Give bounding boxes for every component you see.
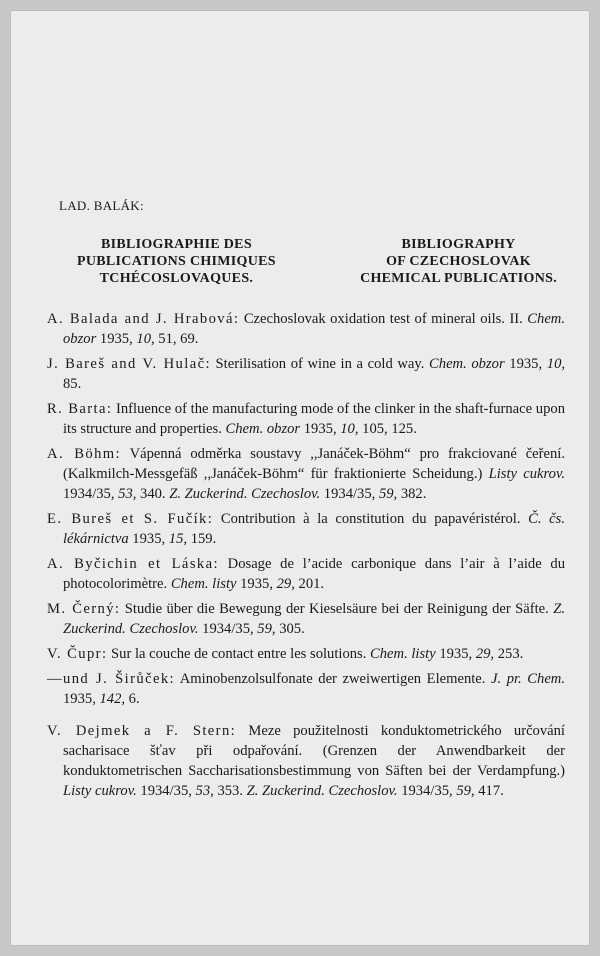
document-page [10, 10, 590, 946]
entry-authors: J. Bareš and V. Hulač: [47, 356, 211, 372]
entry-pages: 105, 125. [358, 421, 417, 437]
entry-volume: 10, [340, 421, 359, 437]
entry-source-secondary: Z. Zuckerind. Czechoslov. [169, 486, 321, 502]
entry-authors: V. Dejmek a F. Stern: [47, 723, 237, 739]
title-english-line: BIBLIOGRAPHY [401, 237, 516, 252]
entry-pages: 201. [294, 576, 325, 592]
bibliography-entry [47, 509, 565, 549]
entry-authors: E. Bureš et S. Fučík: [47, 511, 214, 527]
bibliography-entry [47, 599, 565, 639]
entry-authors: A. Balada and J. Hrabová: [47, 311, 240, 327]
entry-title: Influence of the manufacturing mode of the clinker in the shaft-furnace upon its structure and properties. [63, 401, 565, 437]
title-english-line: CHEMICAL PUBLICATIONS. [360, 271, 557, 286]
entry-source: Chem. obzor [429, 356, 505, 372]
entry-authors: A. Byčichin et Láska: [47, 556, 219, 572]
bilingual-titles [77, 236, 557, 287]
entry-title: Czechoslovak oxidation test of mineral oils. II. [239, 311, 528, 327]
entry-title: Studie über die Bewegung der Kieselsäure bei der Reinigung der Säfte. [120, 601, 554, 617]
entry-year: 1935, [300, 421, 341, 437]
entry-source: Listy cukrov. [63, 783, 137, 799]
entry-pages: 6. [125, 691, 140, 707]
entry-source-secondary: Z. Zuckerind. Czechoslov. [246, 783, 398, 799]
entry-year: 1935, [63, 691, 100, 707]
entry-pages: 305. [275, 621, 305, 637]
entry-pages: 353. [213, 783, 247, 799]
entry-pages: 253. [494, 646, 524, 662]
entry-authors: M. Černý: [47, 601, 121, 617]
entry-source: Z. Zuckerind. Czechoslov. [63, 601, 565, 637]
title-english [360, 236, 557, 287]
entry-pages: 51, 69. [154, 331, 199, 347]
entry-year: 1935, [236, 576, 277, 592]
entry-source: Č. čs. lékárnictva [63, 511, 565, 547]
entry-volume: 10, [136, 331, 155, 347]
bibliography-entry [47, 354, 565, 394]
entry-volume: 53, [195, 783, 214, 799]
entry-source: Listy cukrov. [488, 466, 565, 482]
entry-year-secondary: 1934/35, [397, 783, 457, 799]
entry-authors: A. Böhm: [47, 446, 121, 462]
entry-title: Dosage de l’acide carbonique dans l’air à l’aide du photocolorimètre. [63, 556, 566, 592]
entry-title: Meze použitelnosti konduktometrického určování sacharisace šťav při odpařování. (Grenzen der Anwendbarkeit der konduktometrischen Saccharisationsbestimmung von Säften bei der Verdampfung.) [63, 723, 565, 779]
entry-authors: V. Čupr: [47, 646, 108, 662]
entry-title: Sur la couche de contact entre les solutions. [107, 646, 371, 662]
entry-title: Contribution à la constitution du papavéristérol. [213, 511, 529, 527]
author-line: LAD. BALÁK: [59, 198, 144, 213]
entry-pages-secondary: 382. [397, 486, 427, 502]
page-content [47, 198, 565, 806]
title-english-line: OF CZECHOSLOVAK [386, 254, 531, 269]
bibliography-entry [47, 309, 565, 349]
entry-year-secondary: 1934/35, [320, 486, 379, 502]
bibliography-entry [47, 399, 565, 439]
entry-title: Aminobenzolsulfonate der zweiwertigen Elemente. [175, 671, 491, 687]
entry-title: Vápenná odměrka soustavy ,,Janáček-Böhm“ pro frakciované čeření. (Kalkmilch-Messgefäß ,,Janáček-Böhm“ für fraktionierte Scheidung.) [63, 446, 565, 482]
entry-year: 1934/35, [63, 486, 119, 502]
bibliography-entry [47, 721, 565, 801]
entry-year: 1935, [96, 331, 137, 347]
bibliography-entry [47, 669, 565, 709]
entry-authors: —und J. Širůček: [47, 671, 175, 687]
entry-volume-secondary: 59, [456, 783, 475, 799]
entry-year: 1935, [435, 646, 476, 662]
entry-source: Chem. listy [170, 576, 237, 592]
entry-authors: R. Barta: [47, 401, 113, 417]
entry-source: J. pr. Chem. [491, 671, 565, 687]
entry-volume: 29, [276, 576, 295, 592]
entry-source: Chem. obzor [225, 421, 301, 437]
title-french-line: TCHÉCOSLOVAQUES. [99, 271, 254, 286]
bibliography-entry [47, 444, 565, 504]
title-french-line: PUBLICATIONS CHIMIQUES [77, 254, 276, 269]
entry-year: 1934/35, [136, 783, 196, 799]
entry-year: 1935, [128, 531, 169, 547]
entry-volume: 59, [257, 621, 276, 637]
entry-source: Chem. obzor [63, 311, 565, 347]
entry-volume-secondary: 59, [378, 486, 398, 502]
entry-pages-secondary: 417. [474, 783, 504, 799]
title-french [77, 236, 276, 287]
entry-volume: 29, [475, 646, 495, 662]
entry-volume: 142, [99, 691, 126, 707]
entry-volume: 53, [118, 486, 137, 502]
entry-source: Chem. listy [370, 646, 436, 662]
bibliography-list [47, 309, 565, 801]
entry-year: 1935, [504, 356, 547, 372]
entry-pages: 159. [187, 531, 217, 547]
entry-volume: 10, [546, 356, 566, 372]
entry-year: 1934/35, [198, 621, 258, 637]
entry-pages: 340. [136, 486, 170, 502]
entry-title: Sterilisation of wine in a cold way. [210, 356, 430, 372]
title-french-line: BIBLIOGRAPHIE DES [100, 237, 252, 252]
bibliography-entry [47, 644, 565, 664]
bibliography-entry [47, 554, 565, 594]
entry-volume: 15, [168, 531, 188, 547]
entry-pages: 85. [63, 376, 82, 392]
